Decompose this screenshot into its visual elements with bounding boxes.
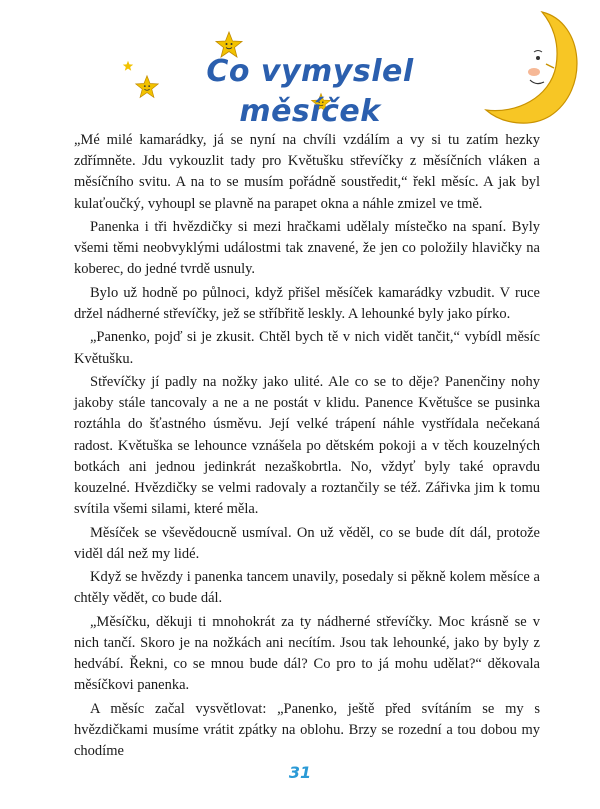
paragraph: Když se hvězdy i panenka tancem unavily, posedaly si pěkně kolem měsíce a chtěly vědět, co bude dál. (74, 569, 540, 607)
paragraph: A měsíc začal vysvětlovat: „Panenko, ještě před svítáním se my s hvězdičkami musíme vrátit zpátky na oblohu. Brzy se rozední a tou dobou my chodíme (74, 700, 540, 760)
star-icon (122, 60, 134, 72)
page-title: Co vymyslel měsíček (206, 54, 414, 129)
paragraph: Měsíček se vševědoucně usmíval. On už věděl, co se bude dít dál, protože viděl dál než my lidé. (74, 524, 540, 562)
moon-icon (472, 6, 592, 126)
paragraph: „Panenko, pojď si je zkusit. Chtěl bych tě v nich vidět tančit,“ vybídl měsíc Květušku. (74, 329, 540, 367)
page-number: 31 (288, 763, 312, 782)
paragraph: Střevíčky jí padly na nožky jako ulité. Ale co se to děje? Panenčiny nohy jakoby stále tancovaly a ne a ne postát v klidu. Panence Květušce se pusinka roztáhla do šťastného úsměvu. Její velké trápení náhle vystřídala nečekaná radost. Květuška se lehounce vznášela po dětském pokoji a v těch kouzelných botkách ani jednou jedinkrát nezaškobrtla. No, vždyť byly také opravdu kouzelné. Hvězdičky se velmi radovaly a roztančily se též. Zářivka jim k tomu svítila všemi silami, které měla. (74, 373, 540, 518)
paragraph: Panenka i tři hvězdičky si mezi hračkami udělaly místečko na spaní. Byly všemi těmi neobvyklými událostmi tak znavené, že jen co položily hlavičky na koberec, do jedné tvrdě usnuly. (74, 219, 540, 278)
paragraph: „Mé milé kamarádky, já se nyní na chvíli vzdálím a vy si tu zatím hezky zdřímněte. Jdu vykouzlit tady pro Květušku střevíčky z měsíčních vláken a měsíčního svitu. A na to se musím pořádně soustředit,“ řekl měsíc. A jak byl kulaťoučký, vyhoupl se plavně na parapet okna a náhle zmizel ve tmě. (74, 132, 540, 212)
paragraph: „Měsíčku, děkuji ti mnohokrát za ty nádherné střevíčky. Moc krásně se v nich tančí. Skoro je na nožkách ani necítím. Jsou tak lehounké, jako by byly z hedvábí. Řekni, co se mnou bude dál? Co pro to já mohu udělat?“ děkovala měsíčkovi panenka. (74, 613, 540, 694)
story-text (74, 130, 540, 765)
paragraph: Bylo už hodně po půlnoci, když přišel měsíček kamarádky vzbudit. V ruce držel nádherné střevíčky, jež se stříbřitě leskly. A lehounké byly jako pírko. (74, 284, 540, 322)
